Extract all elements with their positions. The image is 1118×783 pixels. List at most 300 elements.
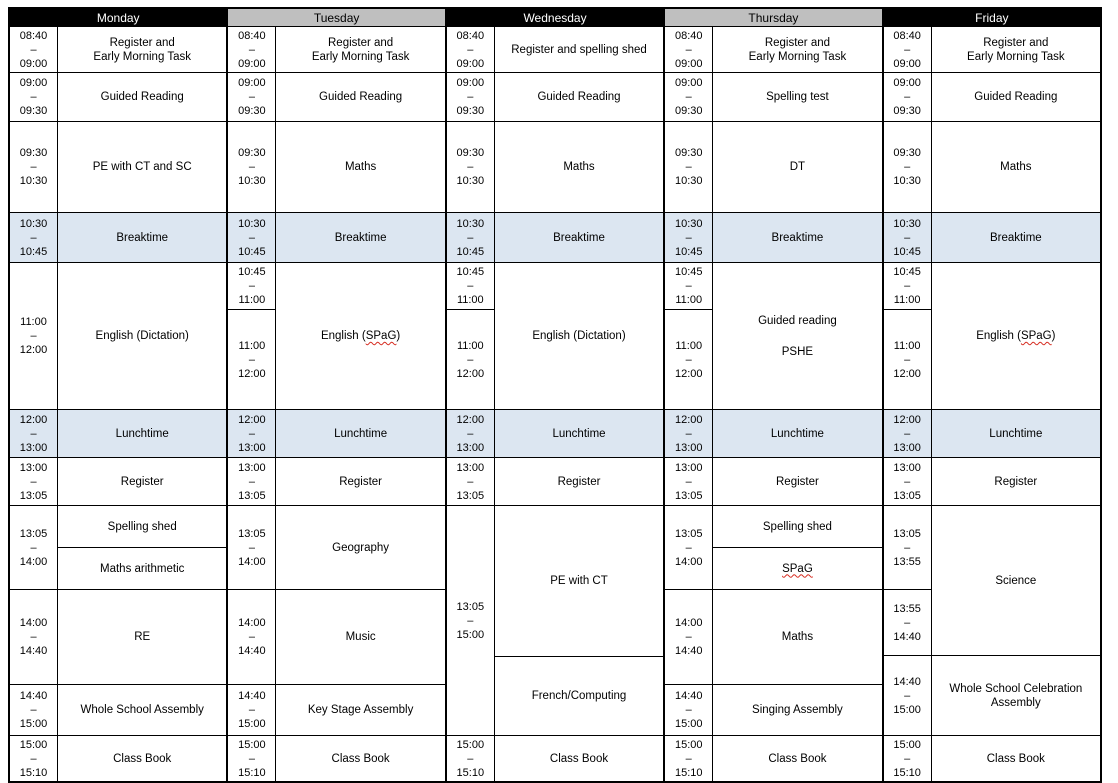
activity-label: Register and: [109, 36, 175, 49]
activity-cell: [58, 27, 226, 72]
activity-cell: [495, 263, 663, 409]
time-start: 08:40: [19, 29, 48, 42]
time-separator: –: [685, 704, 692, 716]
time-end: 09:30: [674, 105, 703, 117]
time-end: 11:00: [456, 294, 484, 306]
activity-label: Science: [995, 574, 1037, 587]
activity-column: [58, 736, 226, 781]
timetable-section: [447, 736, 663, 781]
time-start: 10:30: [456, 217, 485, 230]
time-start: 09:30: [456, 147, 485, 159]
time-column: [10, 73, 58, 121]
time-start: 13:00: [19, 461, 48, 474]
time-start: 13:05: [456, 600, 485, 613]
timetable-section: [447, 213, 663, 263]
time-separator: –: [904, 161, 911, 173]
activity-cell: [495, 27, 663, 72]
activity-cell: [932, 73, 1100, 121]
activity-cell: [495, 657, 663, 735]
time-end: 13:05: [456, 489, 485, 502]
activity-cell: [276, 736, 444, 781]
time-end: 09:00: [456, 57, 485, 70]
activity-label: Lunchtime: [334, 427, 388, 440]
time-start: 14:40: [674, 690, 703, 702]
time-cell: [10, 263, 57, 409]
activity-column: [713, 736, 881, 781]
activity-column: [713, 27, 881, 72]
activity-cell: [276, 590, 444, 685]
time-end: 15:10: [456, 766, 485, 779]
time-end: 11:00: [238, 294, 266, 306]
timetable-section: [884, 27, 1100, 73]
day-header-friday: Friday: [884, 9, 1100, 27]
time-start: 10:30: [19, 217, 48, 230]
activity-label: Maths arithmetic: [100, 562, 185, 575]
activity-label: Lunchtime: [770, 427, 824, 440]
time-column: [665, 122, 713, 212]
time-separator: –: [685, 161, 692, 173]
time-column: [10, 27, 58, 72]
timetable-section: [665, 122, 881, 213]
activity-label: Lunchtime: [552, 427, 606, 440]
activity-label: Register: [776, 475, 819, 488]
activity-cell: [932, 458, 1100, 505]
time-column: [665, 410, 713, 457]
time-column: [10, 213, 58, 262]
activity-label: [796, 328, 799, 345]
activity-label: RE: [134, 631, 151, 643]
time-column: [10, 263, 58, 409]
activity-label: Register: [557, 475, 601, 488]
time-separator: –: [248, 353, 255, 366]
activity-column: [276, 458, 444, 505]
time-start: 13:00: [893, 461, 921, 474]
time-cell: [884, 27, 931, 72]
timetable-section: [228, 122, 444, 213]
time-separator: –: [248, 541, 255, 554]
time-cell: [665, 506, 712, 590]
activity-cell: [276, 685, 444, 735]
timetable-section: [665, 73, 881, 122]
time-cell: [884, 656, 931, 735]
activity-cell: [932, 656, 1100, 735]
time-separator: –: [30, 91, 37, 103]
activity-cell: [276, 122, 444, 212]
time-end: 10:45: [238, 245, 266, 258]
time-end: 10:45: [456, 245, 485, 258]
activity-label: Guided reading: [758, 314, 837, 327]
activity-cell: [276, 410, 444, 457]
time-column: [884, 736, 932, 781]
activity-cell: [932, 213, 1100, 262]
activity-column: [276, 736, 444, 781]
activity-cell: [713, 506, 881, 548]
activity-cell: [58, 263, 226, 409]
time-cell: [10, 458, 57, 505]
time-column: [884, 263, 932, 409]
timetable-section: [665, 410, 881, 458]
activity-label: French/Computing: [531, 690, 627, 702]
time-end: 09:30: [893, 105, 921, 117]
time-separator: –: [685, 91, 692, 103]
activity-cell: [276, 263, 444, 409]
activity-cell: [932, 506, 1100, 656]
timetable-section: [665, 213, 881, 263]
time-column: [228, 27, 276, 72]
activity-label: Key Stage Assembly: [307, 704, 414, 716]
time-end: 12:00: [456, 367, 485, 380]
activity-label: Early Morning Task: [311, 50, 410, 63]
time-start: 09:00: [19, 77, 48, 89]
time-separator: –: [467, 614, 474, 627]
time-end: 12:00: [893, 367, 921, 380]
time-start: 15:00: [238, 738, 266, 751]
time-separator: –: [685, 280, 692, 292]
time-separator: –: [904, 43, 911, 56]
time-start: 15:00: [456, 738, 485, 751]
time-end: 12:00: [674, 367, 703, 380]
time-column: [884, 122, 932, 212]
time-cell: [228, 590, 275, 685]
time-start: 12:00: [674, 413, 703, 426]
time-end: 14:40: [19, 645, 48, 657]
timetable-section: [10, 410, 226, 458]
time-start: 08:40: [238, 29, 266, 42]
time-column: [228, 506, 276, 735]
activity-cell: [495, 213, 663, 262]
activity-label: Early Morning Task: [748, 50, 847, 63]
time-separator: –: [685, 752, 692, 765]
time-column: [665, 458, 713, 505]
time-separator: –: [685, 427, 692, 440]
activity-label: Music: [345, 631, 376, 643]
day-column-wednesday: [447, 9, 665, 781]
time-end: 12:00: [19, 344, 48, 356]
time-separator: –: [904, 752, 911, 765]
time-start: 13:05: [19, 527, 48, 540]
time-separator: –: [904, 231, 911, 244]
day-header-monday: Monday: [10, 9, 226, 27]
activity-cell: [932, 122, 1100, 212]
activity-label: Whole School Assembly: [80, 704, 204, 716]
time-cell: [665, 685, 712, 735]
time-column: [665, 213, 713, 262]
activity-label: Guided Reading: [974, 91, 1058, 103]
time-column: [10, 736, 58, 781]
time-end: 14:40: [674, 645, 703, 657]
time-start: 11:00: [456, 339, 484, 352]
time-cell: [884, 122, 931, 212]
timetable-section: [884, 263, 1100, 410]
timetable-section: [665, 458, 881, 506]
time-column: [447, 736, 495, 781]
activity-label: Breaktime: [553, 231, 605, 244]
timetable-section: [228, 213, 444, 263]
time-separator: –: [248, 427, 255, 440]
time-separator: –: [30, 752, 37, 765]
time-start: 14:00: [674, 617, 703, 629]
activity-column: [58, 506, 226, 735]
time-end: 10:30: [19, 175, 48, 187]
timetable-section: [228, 458, 444, 506]
time-column: [665, 263, 713, 409]
time-separator: –: [30, 427, 37, 440]
time-separator: –: [904, 475, 911, 488]
time-end: 09:30: [456, 105, 485, 117]
time-cell: [884, 506, 931, 590]
activity-label: Maths: [1000, 161, 1032, 173]
time-cell: [884, 458, 931, 505]
time-separator: –: [904, 616, 911, 629]
time-separator: –: [467, 353, 474, 366]
activity-column: [276, 122, 444, 212]
activity-cell: [276, 73, 444, 121]
activity-column: [713, 213, 881, 262]
time-cell: [10, 410, 57, 457]
activity-column: [58, 122, 226, 212]
time-end: 13:00: [674, 441, 703, 454]
time-end: 14:40: [893, 630, 921, 643]
activity-column: [932, 736, 1100, 781]
activity-label: Breaktime: [989, 231, 1042, 244]
activity-label: Maths: [563, 161, 595, 173]
activity-label: Guided Reading: [100, 91, 184, 103]
time-end: 15:00: [456, 628, 485, 641]
day-header-tuesday: Tuesday: [228, 9, 444, 27]
timetable-section: [228, 506, 444, 736]
day-header-thursday: Thursday: [665, 9, 881, 27]
activity-column: [713, 73, 881, 121]
time-column: [447, 263, 495, 409]
timetable-section: [884, 213, 1100, 263]
time-cell: [447, 310, 494, 409]
activity-cell: [713, 410, 881, 457]
time-cell: [665, 263, 712, 310]
time-start: 11:00: [238, 339, 266, 352]
time-end: 09:30: [238, 105, 266, 117]
time-start: 09:30: [238, 147, 266, 159]
time-separator: –: [467, 427, 474, 440]
time-start: 14:40: [238, 690, 266, 702]
activity-cell: [58, 73, 226, 121]
activity-column: [495, 410, 663, 457]
time-column: [884, 213, 932, 262]
time-separator: –: [248, 631, 255, 643]
activity-label: Register: [120, 475, 164, 488]
time-start: 11:00: [893, 339, 921, 352]
time-end: 10:30: [893, 175, 921, 187]
time-start: 13:00: [674, 461, 703, 474]
timetable-section: [228, 263, 444, 410]
activity-column: [495, 122, 663, 212]
time-cell: [665, 310, 712, 409]
time-separator: –: [685, 231, 692, 244]
timetable-section: [884, 73, 1100, 122]
time-cell: [10, 685, 57, 735]
activity-label: [782, 562, 813, 576]
time-column: [228, 458, 276, 505]
time-column: [665, 73, 713, 121]
time-cell: [884, 736, 931, 781]
activity-cell: [713, 548, 881, 590]
time-cell: [228, 73, 275, 121]
activity-column: [276, 506, 444, 735]
time-start: 13:05: [238, 527, 266, 540]
time-end: 09:00: [238, 57, 266, 70]
activity-label: Register and: [764, 36, 831, 49]
activity-cell: [495, 410, 663, 457]
activity-column: [495, 736, 663, 781]
time-start: 13:00: [456, 461, 485, 474]
time-start: 10:30: [674, 217, 703, 230]
activity-cell: [58, 506, 226, 548]
time-column: [447, 410, 495, 457]
activity-label: Register: [339, 475, 383, 488]
activity-label: English (SPaG): [976, 330, 1056, 342]
time-cell: [228, 213, 275, 262]
activity-column: [932, 73, 1100, 121]
time-cell: [447, 73, 494, 121]
time-separator: –: [248, 91, 255, 103]
time-start: 15:00: [674, 738, 703, 751]
time-start: 10:45: [238, 266, 266, 278]
activity-label: Register and: [983, 36, 1049, 49]
activity-label: Maths: [781, 631, 814, 643]
activity-cell: [713, 213, 881, 262]
activity-cell: [276, 213, 444, 262]
activity-label: Whole School Celebration: [949, 682, 1083, 695]
timetable-section: [10, 506, 226, 736]
activity-label: Spelling shed: [107, 520, 177, 533]
activity-cell: [495, 458, 663, 505]
time-column: [228, 122, 276, 212]
activity-cell: [495, 736, 663, 781]
activity-label: Register and spelling shed: [511, 43, 647, 56]
activity-cell: [495, 122, 663, 212]
day-column-thursday: [665, 9, 883, 781]
timetable-section: [228, 27, 444, 73]
time-cell: [665, 410, 712, 457]
time-column: [884, 458, 932, 505]
time-cell: [884, 590, 931, 656]
time-start: 12:00: [238, 413, 266, 426]
time-end: 15:00: [238, 718, 266, 730]
time-start: 14:40: [19, 690, 48, 702]
activity-column: [495, 506, 663, 735]
activity-cell: [713, 590, 881, 685]
time-column: [447, 73, 495, 121]
time-end: 13:00: [456, 441, 485, 454]
time-start: 11:00: [675, 339, 703, 352]
time-separator: –: [685, 43, 692, 56]
activity-column: [58, 213, 226, 262]
activity-cell: [495, 73, 663, 121]
time-end: 09:30: [19, 105, 48, 117]
activity-column: [495, 73, 663, 121]
activity-column: [713, 506, 881, 735]
activity-label: PE with CT: [550, 575, 608, 587]
time-start: 09:30: [893, 147, 921, 159]
time-separator: –: [30, 475, 37, 488]
time-end: 13:00: [238, 441, 266, 454]
time-column: [10, 458, 58, 505]
time-cell: [665, 213, 712, 262]
activity-cell: [58, 458, 226, 505]
time-end: 14:00: [19, 555, 48, 568]
time-separator: –: [248, 43, 255, 56]
time-separator: –: [248, 704, 255, 716]
time-start: 09:00: [456, 77, 485, 89]
time-cell: [228, 310, 275, 409]
time-end: 15:00: [893, 703, 921, 716]
misspelled-word: SPaG: [365, 330, 397, 342]
time-cell: [665, 736, 712, 781]
time-end: 11:00: [675, 294, 703, 306]
time-start: 11:00: [20, 316, 47, 328]
timetable-section: [665, 736, 881, 781]
activity-column: [713, 122, 881, 212]
time-separator: –: [30, 631, 37, 643]
activity-column: [495, 27, 663, 72]
time-cell: [447, 736, 494, 781]
time-column: [10, 122, 58, 212]
timetable-section: [884, 458, 1100, 506]
activity-cell: [932, 736, 1100, 781]
time-column: [10, 506, 58, 735]
time-separator: –: [30, 704, 37, 716]
activity-column: [276, 410, 444, 457]
time-cell: [10, 590, 57, 685]
time-column: [665, 736, 713, 781]
time-end: 13:05: [674, 489, 703, 502]
time-start: 08:40: [456, 29, 485, 42]
time-end: 10:45: [674, 245, 703, 258]
activity-column: [276, 73, 444, 121]
time-column: [665, 506, 713, 735]
activity-cell: [713, 736, 881, 781]
activity-label: Assembly: [990, 696, 1041, 709]
timetable-section: [10, 27, 226, 73]
time-column: [884, 73, 932, 121]
time-cell: [228, 736, 275, 781]
activity-cell: [713, 458, 881, 505]
time-separator: –: [30, 231, 37, 244]
time-end: 10:45: [893, 245, 921, 258]
timetable-section: [447, 73, 663, 122]
time-cell: [447, 263, 494, 310]
activity-cell: [58, 213, 226, 262]
day-column-monday: [10, 9, 228, 781]
time-separator: –: [467, 475, 474, 488]
time-cell: [884, 213, 931, 262]
time-separator: –: [904, 353, 911, 366]
activity-label: English (Dictation): [95, 330, 189, 342]
time-start: 10:30: [238, 217, 266, 230]
time-column: [447, 506, 495, 735]
time-cell: [228, 27, 275, 72]
time-separator: –: [248, 475, 255, 488]
weekly-timetable: [8, 7, 1102, 783]
time-column: [228, 736, 276, 781]
activity-cell: [58, 736, 226, 781]
time-end: 15:00: [674, 718, 703, 730]
time-start: 13:00: [238, 461, 266, 474]
day-header-wednesday: Wednesday: [447, 9, 663, 27]
timetable-section: [10, 736, 226, 781]
time-end: 10:45: [19, 245, 48, 258]
time-start: 13:55: [893, 602, 921, 615]
time-cell: [884, 73, 931, 121]
